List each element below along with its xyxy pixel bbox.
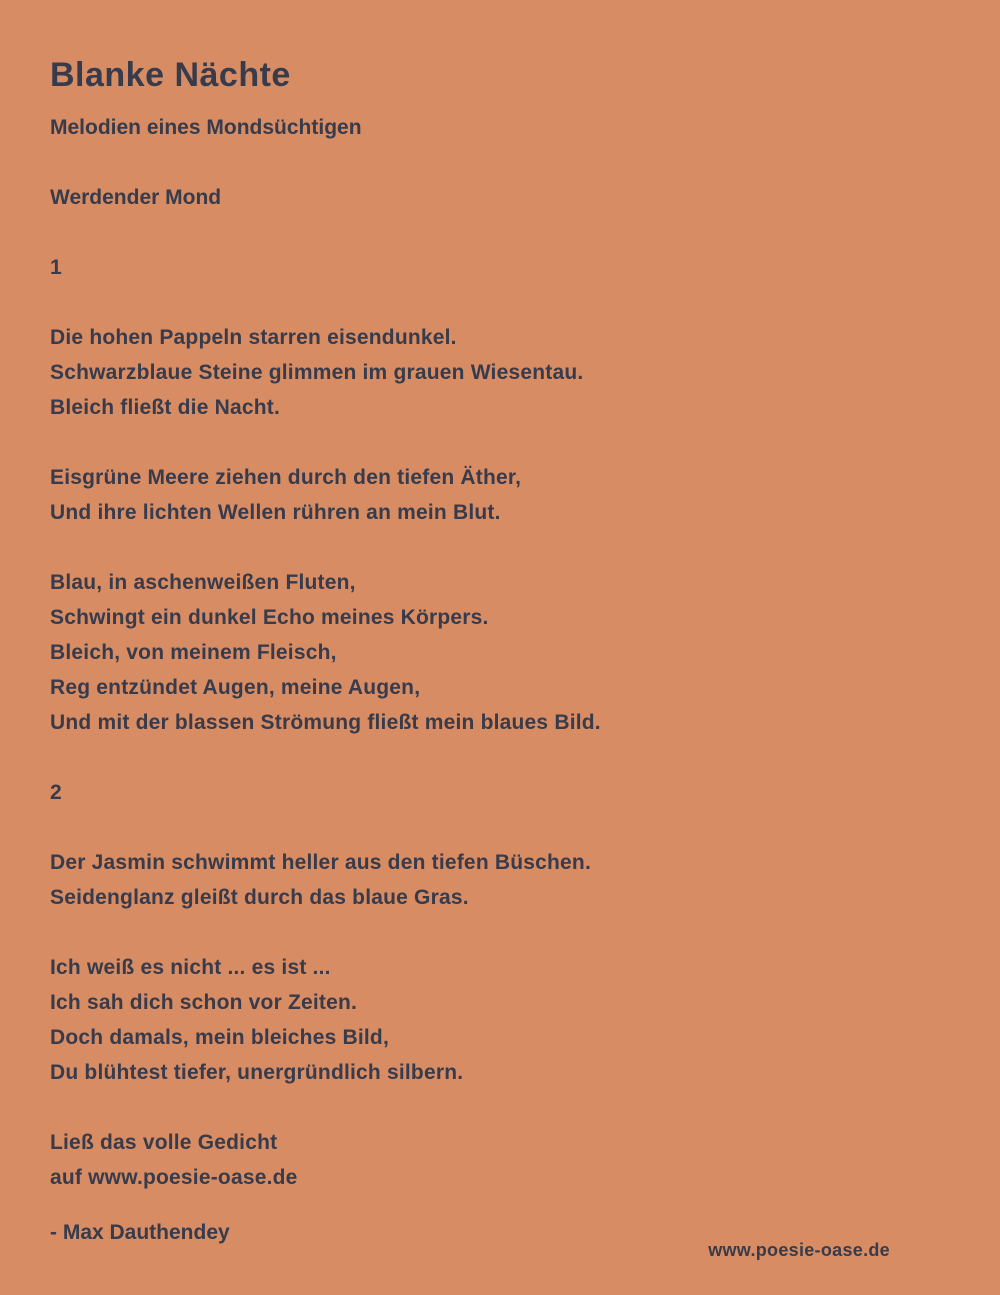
poem-line: Und ihre lichten Wellen rühren an mein Blut. [50,501,501,524]
poem-line: Blau, in aschenweißen Fluten, [50,571,356,594]
footer-website-link: www.poesie-oase.de [708,1240,890,1260]
outro-line: auf www.poesie-oase.de [50,1166,298,1189]
stanza-number-2: 2 [50,781,62,804]
stanza [50,950,950,1090]
outro-note [50,1125,950,1195]
section-title: Werdender Mond [50,186,222,209]
page-subtitle: Melodien eines Mondsüchtigen [50,116,362,139]
stanza [50,320,950,425]
poem-line: Seidenglanz gleißt durch das blaue Gras. [50,886,469,909]
poem-line: Doch damals, mein bleiches Bild, [50,1026,389,1049]
poem-line: Der Jasmin schwimmt heller aus den tiefen Büschen. [50,851,591,874]
stanza-number-1: 1 [50,256,62,279]
poem-line: Schwarzblaue Steine glimmen im grauen Wiesentau. [50,361,584,384]
poem-line: Ich sah dich schon vor Zeiten. [50,991,358,1014]
stanza [50,460,950,530]
poem-line: Eisgrüne Meere ziehen durch den tiefen Äther, [50,466,522,489]
stanza [50,845,950,915]
poem-line: Bleich fließt die Nacht. [50,396,281,419]
stanza [50,565,950,740]
poem-line: Schwingt ein dunkel Echo meines Körpers. [50,606,489,629]
author-signature: - Max Dauthendey [50,1221,230,1244]
page-title: Blanke Nächte [50,56,291,94]
poem-line: Bleich, von meinem Fleisch, [50,641,337,664]
outro-line: Ließ das volle Gedicht [50,1131,278,1154]
poem-line: Die hohen Pappeln starren eisendunkel. [50,326,457,349]
poem-line: Reg entzündet Augen, meine Augen, [50,676,421,699]
poem-line: Du blühtest tiefer, unergründlich silbern. [50,1061,464,1084]
poem-line: Und mit der blassen Strömung fließt mein blaues Bild. [50,711,601,734]
poem-line: Ich weiß es nicht ... es ist ... [50,956,331,979]
